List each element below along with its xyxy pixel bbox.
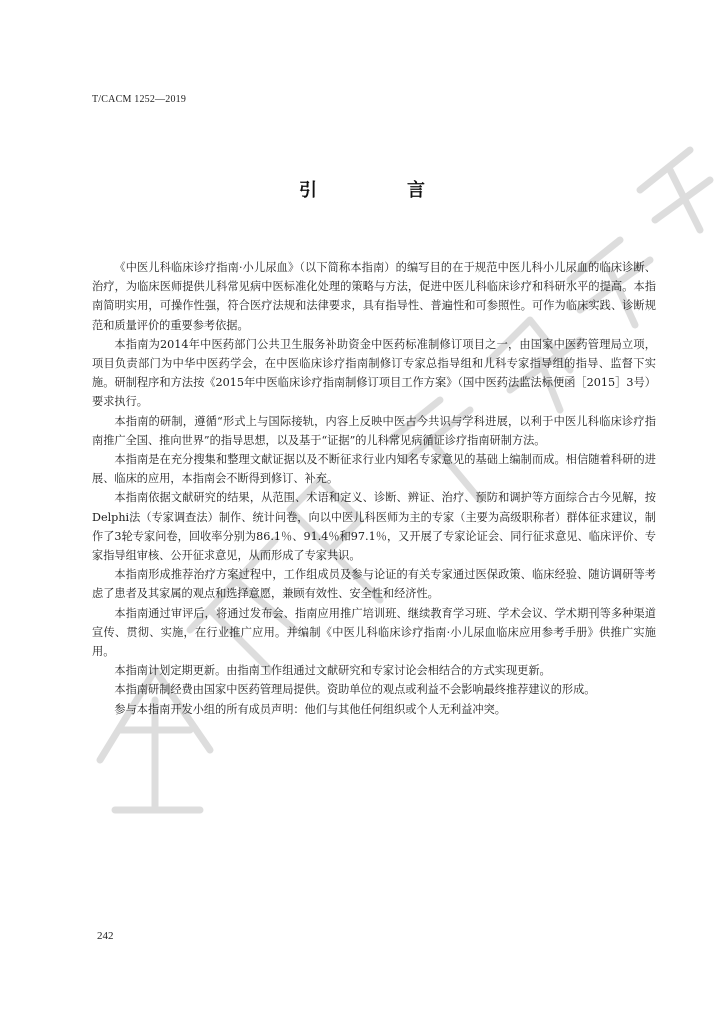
- page-number: 242: [97, 930, 114, 942]
- paragraph: 本指南为2014年中医药部门公共卫生服务补助资金中医药标准制修订项目之一，由国家中医药管理局立项，项目负责部门为中华中医药学会，在中医临床诊疗指南制修订专家总指导组和儿科专家指导组的指导、监督下实施。研制程序和方法按《2015年中医临床诊疗指南制修订项目工作方案》（国中医药法监法标便函［2015］3号）要求执行。: [92, 337, 656, 409]
- paragraph: 参与本指南开发小组的所有成员声明：他们与其他任何组织或个人无利益冲突。: [114, 702, 506, 716]
- paragraph: 本指南通过审评后，将通过发布会、指南应用推广培训班、继续教育学习班、学术会议、学术期刊等多种渠道宣传、贯彻、实施，在行业推广应用。并编制《中医儿科临床诊疗指南·小儿尿血临床应用参考手册》供推广实施用。: [92, 606, 656, 659]
- paragraph: 本指南计划定期更新。由指南工作组通过文献研究和专家讨论会相结合的方式实现更新。: [114, 664, 551, 678]
- paragraph: 本指南研制经费由国家中医药管理局提供。资助单位的观点或利益不会影响最终推荐建议的形成。: [114, 683, 596, 697]
- body-text: [92, 258, 656, 719]
- section-title: 引 言: [299, 180, 461, 201]
- standard-code: T/CACM 1252—2019: [92, 94, 187, 105]
- paragraph: 本指南依据文献研究的结果，从范围、术语和定义、诊断、辨证、治疗、预防和调护等方面综合古今见解，按Delphi法（专家调查法）制作、统计问卷，向以中医儿科医师为主的专家（主要为高级职称者）群体征求建议，制作了3轮专家问卷，回收率分别为86.1％、91.4％和97.1％，又开展了专家论证会、同行征求意见、临床评价、专家指导组审核、公开征求意见，从而形成了专家共识。: [92, 491, 656, 563]
- paragraph: 《中医儿科临床诊疗指南·小儿尿血》（以下简称本指南）的编写目的在于规范中医儿科小儿尿血的临床诊断、治疗，为临床医师提供儿科常见病中医标准化处理的策略与方法，促进中医儿科临床诊疗和科研水平的提高。本指南简明实用，可操作性强，符合医疗法规和法律要求，具有指导性、普遍性和可参照性。可作为临床实践、诊断规范和质量评价的重要参考依据。: [92, 261, 656, 332]
- paragraph: 本指南是在充分搜集和整理文献证据以及不断征求行业内知名专家意见的基础上编制而成。相信随着科研的进展、临床的应用，本指南会不断得到修订、补充。: [92, 453, 656, 486]
- paragraph: 本指南形成推荐治疗方案过程中，工作组成员及参与论证的有关专家通过医保政策、临床经验、随访调研等考虑了患者及其家属的观点和选择意愿，兼顾有效性、安全性和经济性。: [92, 568, 656, 601]
- paragraph: 本指南的研制，遵循“形式上与国际接轨，内容上反映中医古今共识与学科进展，以利于中医儿科临床诊疗指南推广全国、推向世界”的指导思想，以及基于“证据”的儿科常见病循证诊疗指南研制方法。: [92, 414, 656, 447]
